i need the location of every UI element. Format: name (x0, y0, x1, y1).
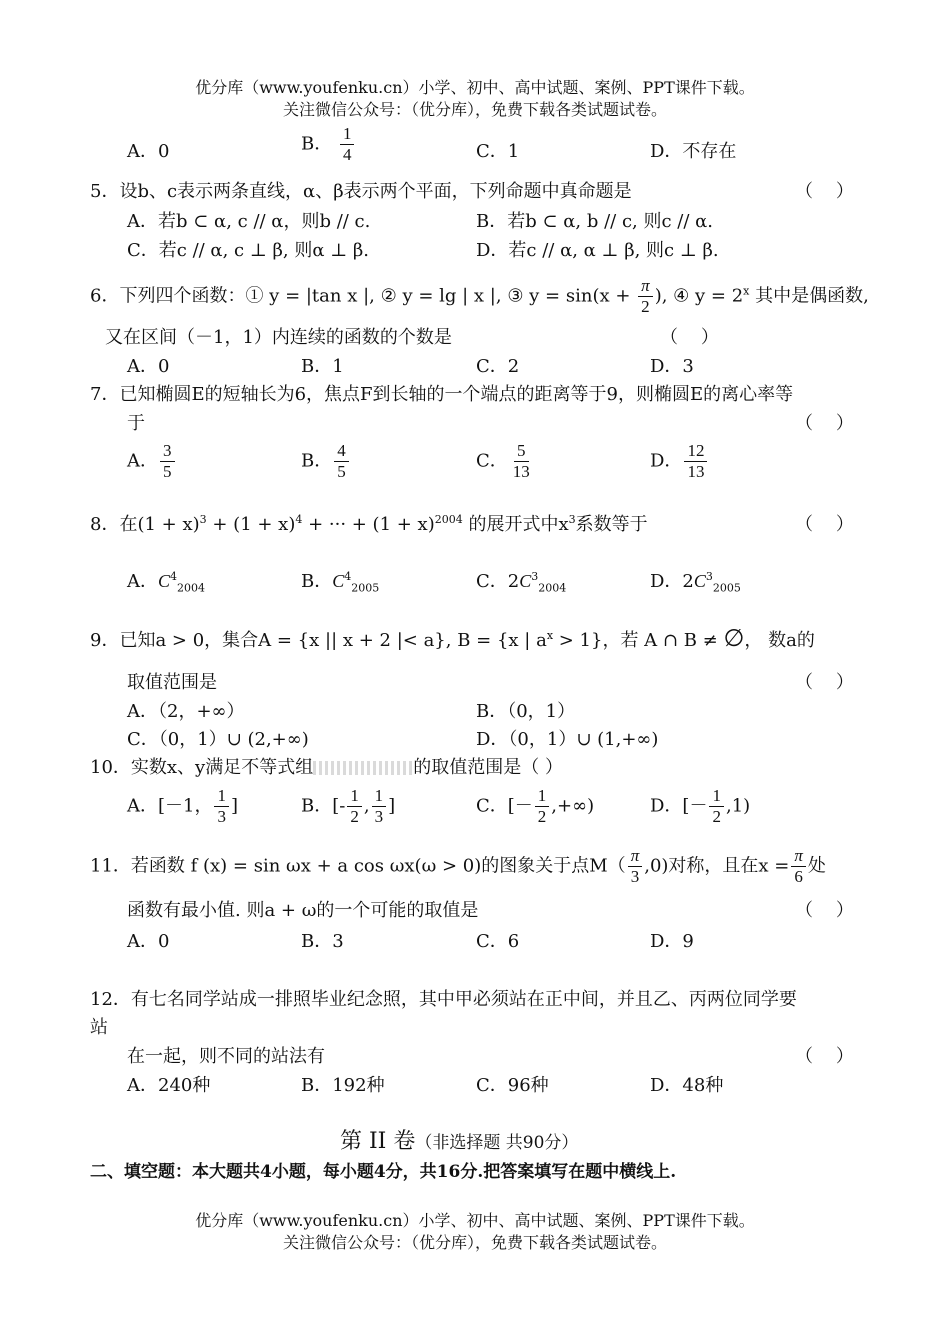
q10-option-b: B．[- $\frac{1}{2}$ , $\frac{1}{3}$ ] (301, 786, 396, 826)
q9-option-b: B．（0，1） (476, 701, 576, 722)
q12-stem: 12．有七名同学站成一排照毕业纪念照，其中甲必须站在正中间，并且乙、丙两位同学要 (90, 989, 797, 1010)
q8-option-b: B．$C^4_{2005}$ (301, 570, 380, 595)
q4-b-fraction: $\frac{1}{4}$ (340, 124, 355, 165)
q7-stem: 7．已知椭圆E的短轴长为6，焦点F到长轴的一个端点的距离等于9，则椭圆E的离心率等 (90, 384, 794, 405)
q7-option-d: D． $\frac{12}{13}$ (650, 441, 709, 482)
q4-option-d: D．不存在 (650, 141, 737, 162)
q11-answer-paren: （ ） (795, 900, 854, 921)
q8-option-d: D．$2C^3_{2005}$ (650, 570, 741, 595)
q8-answer-paren: （ ） (795, 514, 854, 535)
footer-line-2: 关注微信公众号：（优分库），免费下载各类试题试卷。 (282, 1233, 667, 1252)
q10-option-a: A．[－1， $\frac{1}{3}$ ] (127, 786, 239, 826)
section-2-instruction: 二、填空题：本大题共4小题，每小题4分，共16分.把答案填写在题中横线上. (90, 1162, 677, 1182)
q7-answer-paren: （ ） (795, 413, 854, 434)
section-2-title-sub: （非选择题 共90分） (415, 1133, 579, 1153)
q11-stem: 11．若函数 f (x) = sin ωx + a cos ωx(ω > 0)的图象关于点M（ $\frac{\pi}{3}$ ,0)对称，且在x = $\frac{\pi}{6}$ 处 (90, 846, 826, 886)
q9-answer-paren: （ ） (795, 672, 854, 693)
q7-option-a: A． $\frac{3}{5}$ (127, 441, 177, 482)
q5-answer-paren: （ ） (795, 181, 854, 202)
q12-stem-line2: 站 (90, 1017, 108, 1038)
q9-stem: 9．已知a > 0，集合A = {x || x + 2 |< a}, B = {x | $a^x > 1$}，若 A ∩ B ≠ ∅， 数a的 (90, 624, 815, 652)
q8-stem: 8．在$(1 + x)^3 + (1 + x)^4$ + ··· + $(1 + x)^{2004}$ 的展开式中$x^3$系数等于 (90, 513, 648, 535)
header-line-2: 关注微信公众号：（优分库），免费下载各类试题试卷。 (282, 100, 667, 119)
section-2-title (340, 1124, 578, 1155)
q12-option-b: B．192种 (301, 1075, 385, 1096)
q9-option-d: D．（0，1）∪ (1,+∞) (476, 729, 659, 750)
q5-option-d: D．若c // α, α ⊥ β, 则c ⊥ β. (476, 240, 719, 261)
q6-option-c: C．2 (476, 356, 520, 377)
q9-stem-line2: 取值范围是 (127, 672, 217, 693)
q6-stem-line2: 又在区间（－1，1）内连续的函数的个数是 (105, 327, 452, 348)
q12-stem-line3: 在一起，则不同的站法有 (127, 1046, 325, 1067)
q4-option-a: A．0 (127, 141, 170, 162)
q9-option-a: A．（2，+∞） (127, 701, 245, 722)
q5-option-a: A．若b ⊂ α, c // α，则b // c. (127, 211, 371, 232)
q10-option-d: D．[－ $\frac{1}{2}$ ,1) (650, 786, 751, 826)
q11-option-d: D．9 (650, 931, 694, 952)
q12-option-c: C．96种 (476, 1075, 549, 1096)
empty-set-symbol: ∅ (723, 624, 745, 652)
q10-option-c: C．[－ $\frac{1}{2}$ ,+∞) (476, 786, 595, 826)
q6-pi-over-2: $\frac{\pi}{2}$ (638, 276, 653, 317)
q11-option-b: B．3 (301, 931, 344, 952)
q5-option-c: C．若c // α, c ⊥ β, 则α ⊥ β. (127, 240, 369, 261)
q11-option-a: A．0 (127, 931, 170, 952)
q12-answer-paren: （ ） (795, 1046, 854, 1067)
q11-stem-line2: 函数有最小值. 则a + ω的一个可能的取值是 (127, 900, 479, 921)
q5-option-b: B．若b ⊂ α, b // c, 则c // α. (476, 211, 714, 232)
q7-option-b: B． $\frac{4}{5}$ (301, 441, 351, 482)
q4-option-b: B． $\frac{1}{4}$ (301, 124, 356, 165)
section-2-title-main: 第 II 卷 (340, 1129, 416, 1154)
header-line-1: 优分库（www.youfenku.cn）小学、初中、高中试题、案例、PPT课件下载。 (195, 78, 755, 97)
q9-option-c: C．（0，1）∪ (2,+∞) (127, 729, 309, 750)
q6-answer-paren: （ ） (660, 327, 719, 348)
q10-stem: 10．实数x、y满足不等式组 的取值范围是（ ） (90, 757, 563, 778)
q8-option-c: C．$2C^3_{2004}$ (476, 570, 567, 595)
q12-option-d: D．48种 (650, 1075, 724, 1096)
q6-option-a: A．0 (127, 356, 170, 377)
q12-option-a: A．240种 (127, 1075, 211, 1096)
footer-line-1: 优分库（www.youfenku.cn）小学、初中、高中试题、案例、PPT课件下载。 (195, 1211, 755, 1230)
inequality-system-image (313, 761, 413, 775)
q8-option-a: A．$C^4_{2004}$ (127, 570, 206, 595)
q6-option-b: B．1 (301, 356, 344, 377)
q4-option-c: C．1 (476, 141, 520, 162)
q6-option-d: D．3 (650, 356, 694, 377)
q6-stem: 6．下列四个函数：① y = |tan x |, ② y = lg | x |, ③ y = sin(x + $\frac{\pi}{2}$ ), ④ $y = 2^x$ 其中是偶函数, (90, 276, 869, 316)
q11-option-c: C．6 (476, 931, 520, 952)
q7-stem-line2: 于 (127, 413, 145, 434)
q5-stem: 5．设b、c表示两条直线，α、β表示两个平面，下列命题中真命题是 (90, 181, 632, 202)
q7-option-c: C． $\frac{5}{13}$ (476, 441, 530, 481)
